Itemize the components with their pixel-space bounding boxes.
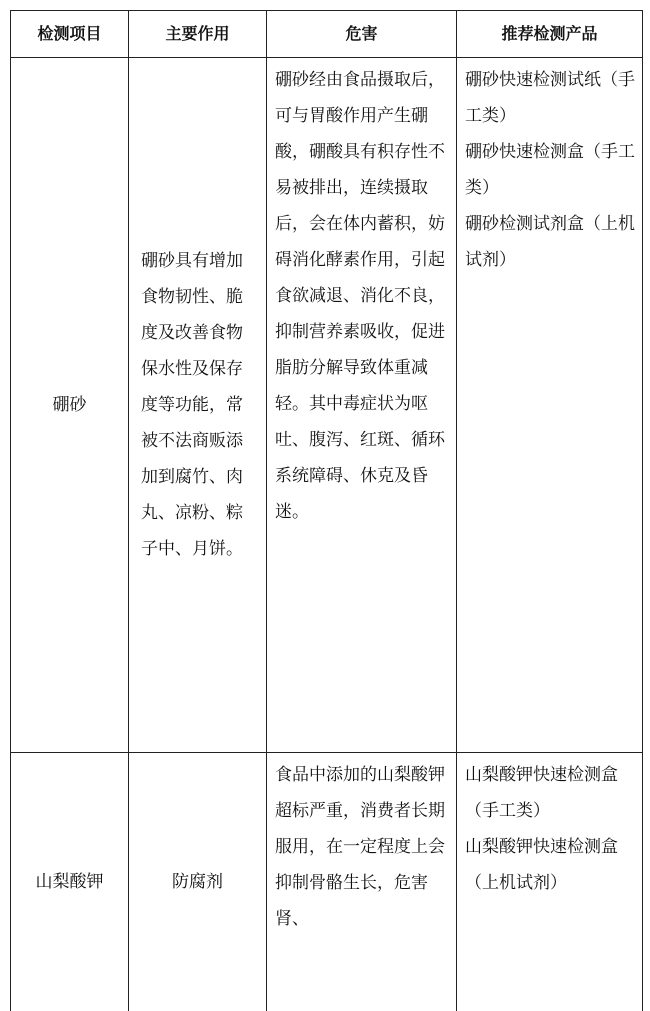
table-row	[11, 58, 643, 753]
row-item-name: 山梨酸钾	[11, 753, 129, 1011]
row-main-function: 防腐剂	[129, 753, 267, 1011]
row-item-name: 硼砂	[11, 58, 129, 753]
header-recommended-products: 推荐检测产品	[457, 11, 643, 58]
table-row	[11, 753, 643, 1011]
product-item: 硼砂检测试剂盒（上机试剂）	[465, 206, 636, 278]
row-products	[457, 58, 643, 753]
product-item: 山梨酸钾快速检测盒（上机试剂）	[465, 829, 636, 901]
product-item: 山梨酸钾快速检测盒（手工类）	[465, 757, 636, 829]
header-hazard: 危害	[267, 11, 457, 58]
table-header-row	[11, 11, 643, 58]
row-hazard	[267, 753, 457, 1011]
row-hazard	[267, 58, 457, 753]
header-detection-item: 检测项目	[11, 11, 129, 58]
row-main-function: 硼砂具有增加食物韧性、脆度及改善食物保水性及保存度等功能，常被不法商贩添加到腐竹、肉丸、凉粉、粽子中、月饼。	[129, 58, 267, 753]
hazard-text: 食品中添加的山梨酸钾超标严重，消费者长期服用，在一定程度上会抑制骨骼生长，危害肾、	[275, 757, 450, 937]
row-products	[457, 753, 643, 1011]
product-item: 硼砂快速检测试纸（手工类）	[465, 62, 636, 134]
header-main-function: 主要作用	[129, 11, 267, 58]
detection-table	[10, 10, 643, 1011]
product-item: 硼砂快速检测盒（手工类）	[465, 134, 636, 206]
hazard-text: 硼砂经由食品摄取后，可与胃酸作用产生硼酸，硼酸具有积存性不易被排出，连续摄取后，会在体内蓄积，妨碍消化酵素作用，引起食欲减退、消化不良，抑制营养素吸收，促进脂肪分解导致体重减轻。其中毒症状为呕吐、腹泻、红斑、循环系统障碍、休克及昏迷。	[275, 62, 450, 530]
